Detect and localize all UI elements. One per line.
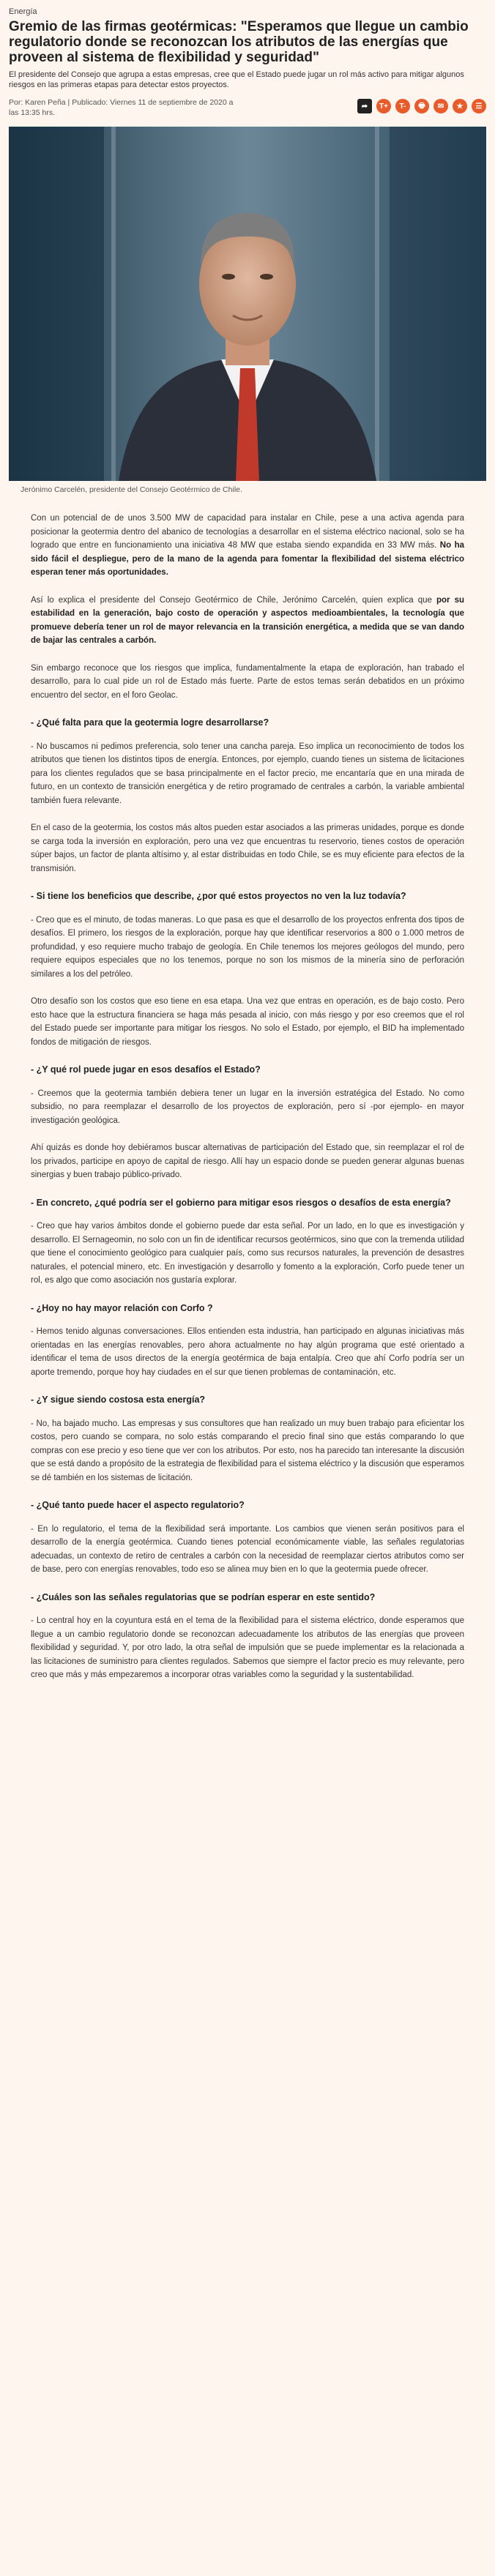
interview-question: - ¿Y qué rol puede jugar en esos desafíos el Estado? [31, 1064, 261, 1075]
menu-icon[interactable]: ☰ [472, 99, 486, 113]
interview-answer: - No, ha bajado mucho. Las empresas y sus consultores que han realizado un muy buen trabajo para eficientar los costos, pero cuando se compara, no solo estás comparando el precio final sino que estás comparando lo que compras con ese precio y eso tiene que ver con los atributos. Por esto, nos ha parecido tan interesante la discusión que se está dando a propósito de la estrategia de flexibilidad para el sistema eléctrico y la discusión que esperamos se dé también en los sistemas de licitación. [31, 1419, 464, 1482]
paragraph: Sin embargo reconoce que los riesgos que implica, fundamentalmente la etapa de exploración, han trabado el desarrollo, para lo cual pide un rol de Estado más fuerte. Parte de estos temas serán debatidos en un próximo encuentro del sector, en el foro Geolac. [31, 663, 464, 700]
section-label[interactable]: Energía [9, 7, 37, 16]
byline: Por: Karen Peña | Publicado: Viernes 11 de septiembre de 2020 a las 13:35 hrs. [9, 98, 234, 117]
article-toolbar [357, 97, 486, 113]
interview-question: - ¿Y sigue siendo costosa esta energía? [31, 1395, 206, 1405]
interview-answer: - Creemos que la geotermia también debiera tener un lugar en la inversión estratégica del Estado. No como subsidio, no para reemplazar el desarrollo de los proyectos de exploración, pero sí -por ejemplo- en mayor investigación geológica. [31, 1089, 464, 1125]
font-decrease-button[interactable]: T- [395, 99, 410, 113]
font-increase-button[interactable]: T+ [376, 99, 391, 113]
favorite-icon[interactable]: ★ [453, 99, 467, 113]
interview-question: - En concreto, ¿qué podría ser el gobierno para mitigar esos riesgos o desafíos de esta energía? [31, 1197, 451, 1208]
article-lead: El presidente del Consejo que agrupa a estas empresas, cree que el Estado puede jugar un rol más activo para mitigar algunos riesgos en las primeras etapas para detectar estos proyectos. [9, 70, 464, 89]
portrait-illustration [9, 127, 486, 481]
paragraph: Así lo explica el presidente del Consejo Geotérmico de Chile, Jerónimo Carcelén, quien explica que por su estabilidad en la generación, bajo costo de operación y aspectos medioambientales, la tecnología que promueve debería tener un rol de mayor relevancia en la transición energética, a medida que se van dando de bajar las centrales a carbón. [31, 595, 464, 645]
interview-question: - ¿Cuáles son las señales regulatorias que se podrían esperar en este sentido? [31, 1591, 376, 1602]
share-icon[interactable]: ➦ [357, 99, 372, 113]
interview-answer: - Hemos tenido algunas conversaciones. Ellos entienden esta industria, han participado en algunas iniciativas más orientadas en las energías renovables, pero ahora actualmente no hay algún programa que esté orientado a identificar el tema de usos directos de la energía geotérmica de baja entalpía. Creo que ahí Corfo podría ser un aporte tremendo, porque hoy hay ciudades en el sur que tienen problemas de contaminación, etc. [31, 1327, 464, 1377]
interview-answer: Ahí quizás es donde hoy debiéramos buscar alternativas de participación del Estado que, sin reemplazar el rol de los privados, participe en apoyo de capital de riesgo. Allí hay un espacio donde se pueden generar algunas buenas sinergias y buen trabajo público-privado. [31, 1143, 464, 1179]
article-header [0, 0, 495, 118]
article-title: Gremio de las firmas geotérmicas: "Esperamos que llegue un cambio regulatorio donde se reconozcan los atributos de las energías que proveen al sistema de flexibilidad y seguridad" [9, 19, 469, 65]
interview-answer: - Creo que hay varios ámbitos donde el gobierno puede dar esta señal. Por un lado, en lo que es investigación y desarrollo. El Sernageomin, no solo con un fin de identificar recursos geotérmicos, sino que con la tremenda utilidad que tiene el conocimiento geológico para cualquier país, como sus recursos naturales, la prevención de desastres naturales, el potencial minero, etc. En investigación y desarrollo y fomento a la exploración, Corfo puede tener un rol, es algo que como asociación nos gustaría explorar. [31, 1222, 464, 1285]
interview-answer: - No buscamos ni pedimos preferencia, solo tener una cancha pareja. Eso implica un reconocimiento de todos los atributos que tienen los distintos tipos de energía. Entonces, por ejemplo, cuando tienes un sistema de licitaciones para los clientes regulados que se basa principalmente en el factor precio, me encantaría que en una mirada de futuro, en un contexto de transición energética y de retiro programado de centrales a carbón, la variable ambiental también fuera relevante. [31, 742, 464, 805]
email-icon[interactable]: ✉ [433, 99, 448, 113]
article-body [0, 512, 495, 1682]
interview-question: - ¿Qué falta para que la geotermia logre desarrollarse? [31, 717, 269, 728]
interview-answer: - En lo regulatorio, el tema de la flexibilidad será importante. Los cambios que vienen serán positivos para el desarrollo de la energía geotérmica. Cuando tienes potencial económicamente viable, las señales regulatorias adecuadas, un contexto de retiro de centrales a carbón con la necesidad de reemplazar ciertos atributos como ser de base, pero con energías renovables, todo eso se alinea muy bien en lo que la geotermia puede ofrecer. [31, 1524, 464, 1574]
interview-question: - ¿Hoy no hay mayor relación con Corfo ? [31, 1302, 213, 1313]
article-photo [9, 127, 486, 481]
interview-answer: - Creo que es el minuto, de todas maneras. Lo que pasa es que el desarrollo de los proyectos enfrenta dos tipos de desafíos. El primero, los riesgos de la exploración, porque hay que identificar reservorios a 800 o 1.000 metros de profundidad, y eso requiere mucho trabajo de geología. En Chile tenemos los mejores geólogos del mundo, pero requiere equipos especiales que no los tenemos, porque no son los mismos de la minería sino de perforación similares a los del petróleo. [31, 915, 464, 979]
interview-question: - Si tiene los beneficios que describe, ¿por qué estos proyectos no ven la luz todavía? [31, 891, 406, 901]
print-icon[interactable]: 🖶 [414, 99, 429, 113]
interview-answer: En el caso de la geotermia, los costos más altos pueden estar asociados a las primeras unidades, porque es donde se carga toda la inversión en exploración, pero una vez que encuentras tu reservorio, tienes costos de operación súper bajos, un factor de planta altísimo y, al estar distribuidas en todo Chile, se es muy eficiente para efectos de la transmisión. [31, 824, 464, 873]
interview-answer: Otro desafío son los costos que eso tiene en esa etapa. Una vez que entras en operación, es de bajo costo. Pero esto hace que la estructura financiera se haga más pesada al inicio, con más riesgo y por eso creemos que el rol del Estado puede ser importante para mitigar los riesgos. No solo el Estado, por ejemplo, el BID ha implementado fondos de mitigación de riesgos. [31, 997, 464, 1047]
interview-question: - ¿Qué tanto puede hacer el aspecto regulatorio? [31, 1500, 245, 1510]
byline-row [9, 97, 486, 118]
photo-caption: Jerónimo Carcelén, presidente del Consejo Geotérmico de Chile. [21, 485, 242, 494]
paragraph: Con un potencial de de unos 3.500 MW de capacidad para instalar en Chile, pese a una activa agenda para posicionar la geotermia dentro del abanico de tecnologías a desarrollar en el sistema eléctrico nacional, solo se ha logrado que entre en funcionamiento una iniciativa 48 MW que estaba siendo expandida en 33 MW más. No ha sido fácil el despliegue, pero de la mano de la agenda para fomentar la flexibilidad del sistema eléctrico esperan tener más oportunidades. [31, 514, 464, 577]
interview-answer: - Lo central hoy en la coyuntura está en el tema de la flexibilidad para el sistema eléctrico, donde esperamos que llegue a un cambio regulatorio donde se reconozcan adecuadamente los atributos de las energías que proveen flexibilidad y seguridad. Y, por otro lado, la otra señal de impulsión que se puede implementar es la relacionada a las licitaciones de suministro para clientes regulados. Sabemos que siempre el factor precio es muy relevante, pero creo que más y más empezaremos a incorporar otras variables como la seguridad y la sustentabilidad. [31, 1616, 464, 1679]
